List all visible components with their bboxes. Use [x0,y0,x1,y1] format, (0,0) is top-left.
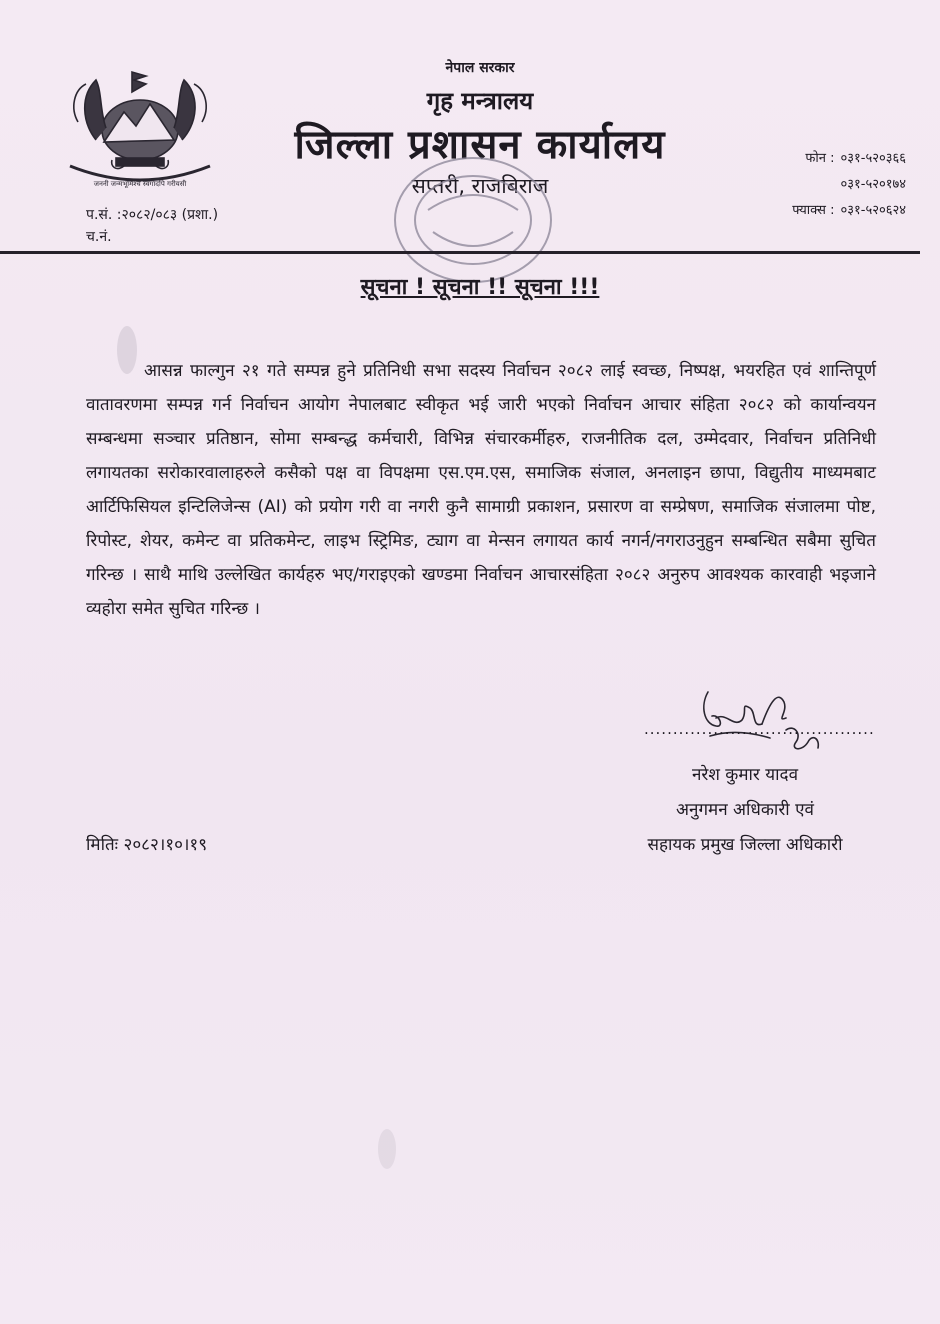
ink-smudge [112,320,142,380]
nepal-emblem-icon [62,62,217,192]
phone-number-2: ०३१-५२०१७४ [840,177,906,192]
header-divider [0,251,920,254]
svg-text:जननी जन्मभूमिश्च स्वर्गादपि गर: जननी जन्मभूमिश्च स्वर्गादपि गरीयसी [93,180,187,188]
phone-number: ०३१-५२०३६६ [840,151,906,166]
fax-label: फ्याक्स : [792,203,835,218]
contact-info [726,146,906,224]
signatory-title-2: सहायक प्रमुख जिल्ला अधिकारी [647,835,843,855]
fax-row [726,198,906,224]
phone-label: फोन : [805,151,835,166]
letter-number: प.सं. :२०८२/०८३ (प्रशा.) [86,207,219,223]
notice-title: सूचना ! सूचना !! सूचना !!! [360,275,600,300]
issue-date: मितिः २०८२।१०।१९ [86,835,208,855]
notice-body: आसन्न फाल्गुन २१ गते सम्पन्न हुने प्रतिनिधी सभा सदस्य निर्वाचन २०८२ लाई स्वच्छ, निष्पक्ष, भयरहित एवं शान्तिपूर्ण वातावरणमा सम्पन्न गर्न निर्वाचन आयोग नेपालबाट स्वीकृत भई जारी भएको निर्वाचन आचार संहिता २०८२ को कार्यान्वयन सम्बन्धमा सञ्चार प्रतिष्ठान, सोमा सम्बन्द्ध कर्मचारी, विभिन्न संचारकर्मीहरु, राजनीतिक दल, उम्मेदवार, निर्वाचन प्रतिनिधी लगायतका सरोकारवालाहरुले कसैको पक्ष वा विपक्षमा एस.एम.एस, समाजिक संजाल, अनलाइन छापा, विद्युतीय माध्यमबाट आर्टिफिसियल इन्टिलिजेन्स (AI) को प्रयोग गरी वा नगरी कुनै सामाग्री प्रकाशन, प्रसारण वा सम्प्रेषण, समाजिक संजालमा पोष्ट, रिपोस्ट, शेयर, कमेन्ट वा प्रतिकमेन्ट, लाइभ स्ट्रिमिङ, ट्याग वा मेन्सन लगायत कार्य नगर्न/नगराउनुहुन सम्बन्धित सबैमा सुचित गरिन्छ । साथै माथि उल्लेखित कार्यहरु भए/गराइएको खण्डमा निर्वाचन आचारसंहिता २०८२ अनुरुप आवश्यक कारवाही भइजाने व्यहोरा समेत सुचित गरिन्छ । [86,361,876,619]
government-name: नेपाल सरकार [445,60,515,76]
phone-row-2 [726,172,906,198]
office-stamp [388,150,558,290]
office-location: सप्तरी, राजबिराज [411,174,549,198]
fax-number: ०३१-५२०६२४ [840,203,906,218]
ink-smudge-2 [372,1124,402,1174]
signatory-name: नरेश कुमार यादव [691,765,799,785]
office-name: जिल्ला प्रशासन कार्यालय [294,122,666,168]
signature-line: ........................................ [644,720,875,738]
ministry-name: गृह मन्त्रालय [426,87,534,115]
dispatch-number: च.नं. [86,229,112,245]
reference-block [86,204,218,248]
signatory-title: अनुगमन अधिकारी एवं [676,800,814,820]
phone-row [726,146,906,172]
signatory-block [600,758,890,863]
